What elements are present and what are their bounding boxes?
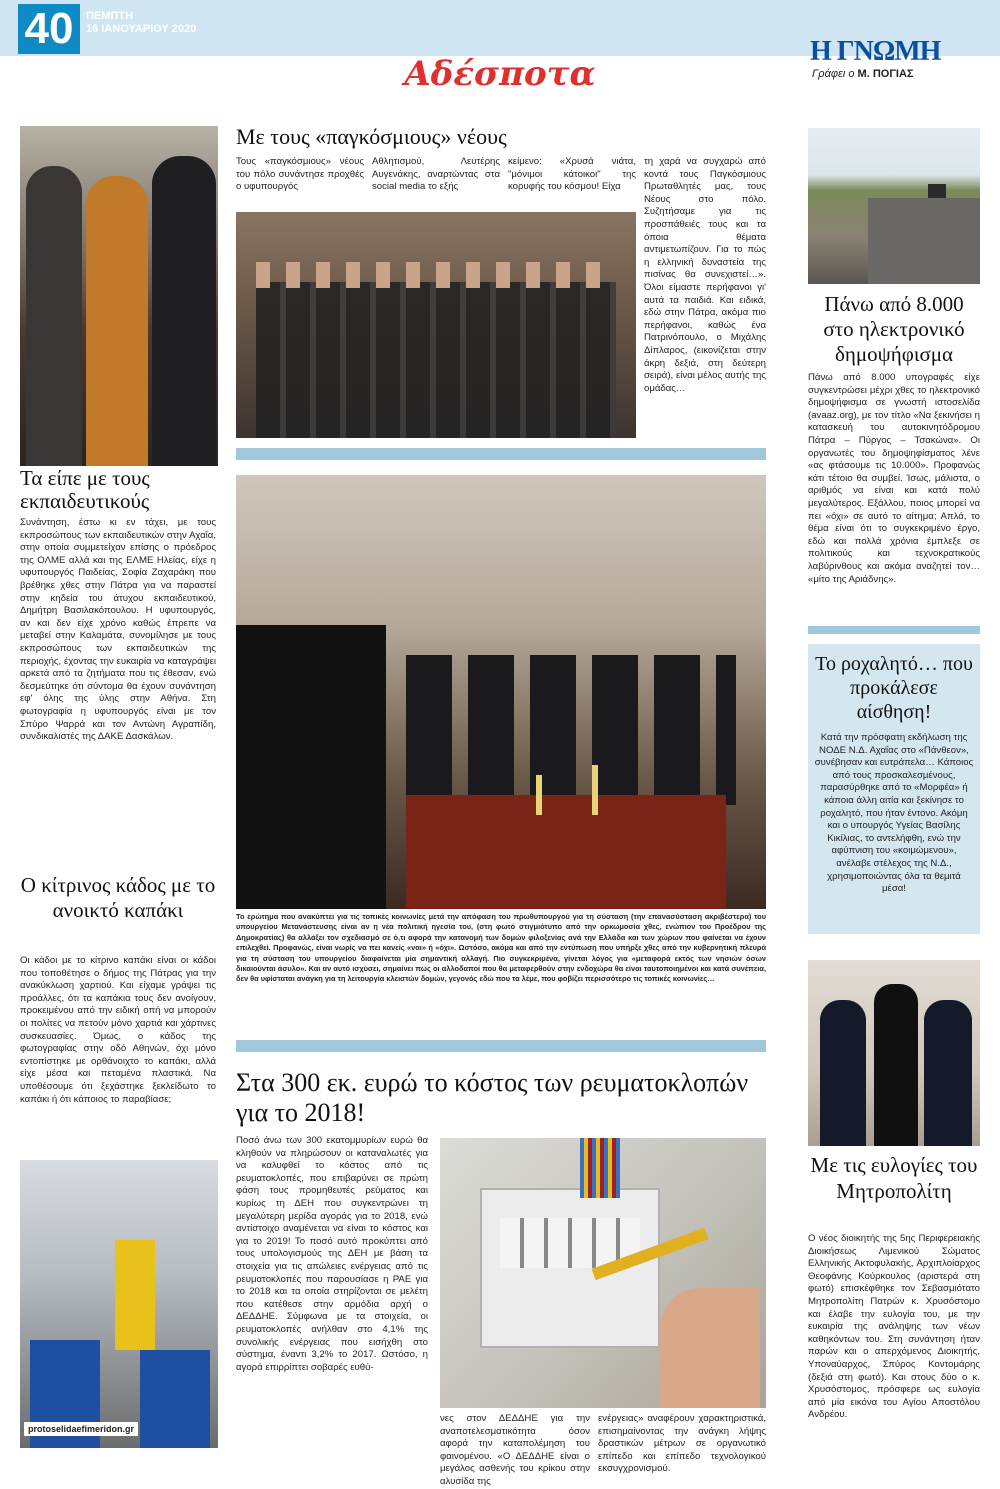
teachers-body: Συνάντηση, έστω κι εν τάχει, με τους εκπροσώπους των εκπαιδευτικών στην Αχαΐα, στην οποία συμμετείχαν επίσης ο πρόεδρος της ΟΛΜΕ αλλά και της ΕΛΜΕ Ηλείας, είχε η υφυπουργός Παιδείας, Σοφία Ζαχαράκη που βρέθηκε χθες στην Πάτρα για να παραστεί στην κηδεία του άτυχου εκπαιδευτικού, Δημήτρη Βασιλακόπουλου. Η υφυπουργός, αν και δεν είχε χρόνο καθώς έπρεπε να μεταβεί στην Καλαμάτα, συνομίλησε με τους εκπροσώπους των εκπαιδευτικών της περιοχής, έχοντας την ευκαιρία να καταγράψει αρκετά από τα ζητήματα που τις έθεσαν, ενώ δεσμεύτηκε ότι σύντομα θα έχουν συνάντηση εφ' όλης της ύλης στην Αθήνα. Στη φωτογραφία η υφυπουργός είναι με τον Σπύρο Ψαρρά και τον Αντώνη Αγραπίδη, συνδικαλιστές της ΔΑΚΕ Δασκάλων.: [20, 517, 216, 743]
person-right: [152, 156, 216, 466]
priest: [236, 625, 386, 909]
watermark: protoselidaefimeridon.gr: [24, 1422, 138, 1436]
person-left: [26, 166, 82, 466]
bin-body: Οι κάδοι με το κίτρινο καπάκι είναι οι κάδοι που τοποθέτησε ο δήμος της Πάτρας για την ανακύκλωση χαρτιού. Και είχαμε γράψει τις προάλλες, ότι τα καπάκια τους δεν ανοίγουν, προκειμένου από την ειδική οπή να μπορούν οι πολίτες να πετούν μόνο χαρτιά και χάρτινες συσκευασίες. Όμως, ο κάδος της φωτογραφίας στην οδό Αθηνών, όχι μόνο εντοπίστηκε με ορθάνοιχτο το καπάκι, αλλά είχε μέσα και πεταμένα πλαστικά. Να υποθέσουμε ότι ξεχάστηκε ξεκλείδωτο το καπάκι ή ότι κάποιος το παραβίασε;: [20, 955, 216, 1105]
candle-left: [536, 775, 542, 815]
theft-col2: νες στον ΔΕΔΔΗΕ για την αναποτελεσματικότητα όσον αφορά την καταπολέμηση του φαινομένου. «Ο ΔΕΔΔΗΕ είναι ο μεγάλος ασθενής του κρίκου στην αλυσίδα της: [440, 1413, 590, 1487]
candle-right: [592, 765, 598, 815]
referendum-body: Πάνω από 8.000 υπογραφές είχε συγκεντρώσει μέχρι χθες το ηλεκτρονικό δημοψήφισμα σε γνωστή ιστοσελίδα (avaaz.org), με τον τίτλο «Να ξεκινήσει η κατασκευή του αυτοκινητόδρομου Πάτρα – Πύργος – Τσακώνα». Οι οργανωτές του δημοψηφίσματος λένε «ας φτάσουμε τις 10.000». Προφανώς κάτι τέτοιο θα συμβεί. Ίσως, μάλιστα, ο αριθμός να είναι και κατά πολύ μεγαλύτερος. Εξάλλου, ποιος μπορεί να πει «όχι» σε αυτό το αίτημα; Απλά, το θέμα είναι ότι το συγκεκριμένο έργο, εδώ και πολλά χρόνια έμπλεξε σε πολιτικούς και τεχνοκρατικούς λαβύρινθους και ακόμα αναζητεί τον… «μίτο της Αριάδνης».: [808, 372, 980, 585]
snore-title: Το ροχαλητό… που προκάλεσε αίσθηση!: [815, 653, 973, 723]
referendum-title: Πάνω από 8.000 στο ηλεκτρονικό δημοψήφισμα: [823, 292, 965, 366]
blue-bin-right: [140, 1350, 210, 1448]
youth-title: Με τους «παγκόσμιους» νέους: [236, 124, 507, 149]
bin-title: Ο κίτρινος κάδος με το ανοικτό καπάκι: [20, 873, 216, 922]
metropolitan: [874, 984, 918, 1146]
theft-title: Στα 300 εκ. ευρώ το κόστος των ρευματοκλοπών για το 2018!: [236, 1068, 749, 1127]
person-center: [86, 176, 148, 466]
paper-logo: Η ΓΝΩΜΗ: [810, 36, 941, 67]
theft-photo: [440, 1138, 766, 1408]
blessing-body: Ο νέος διοικητής της 5ης Περιφερειακής Διοικήσεως Λιμενικού Σώματος Ελληνικής Ακτοφυλακής, Αρχιπλοίαρχος Θεοφάνης Κούρκουλος (αριστερά στη φωτό) επισκέφθηκε τον Σεβασμιότατο Μητροπολίτη Πατρών κ. Χρυσόστομο και έλαβε την ευλογία του, με την ευκαιρία της ανάληψης των νέων καθηκόντων του. Στη συνάντηση ήταν παρών και ο απερχόμενος Διοικητής, Υποναύαρχος, Σπύρος Κοντομάρης (δεξιά στη φωτό). Και στους δύο ο κ. Χρυσόστομος, πρόσφερε ως ευλογία από μία εικόνα του Αγίου Αποστόλου Ανδρέου.: [808, 1233, 980, 1421]
teachers-photo: [20, 126, 218, 466]
officials: [406, 655, 736, 805]
yellow-lid-bin: [115, 1240, 155, 1350]
wires: [580, 1138, 620, 1198]
divider-center-bottom: [236, 1040, 766, 1052]
header-day: ΠΕΜΠΤΗ: [86, 10, 134, 22]
youth-col3: κείμενο: «Χρυσά νιάτα, "μόνιμοι κάτοικοι" της κορυφής του κόσμου! Είχα: [508, 156, 636, 193]
teachers-title: Τα είπε με τους εκπαιδευτικούς: [20, 466, 150, 513]
author-prefix: Γράφει ο: [812, 68, 855, 80]
oath-table: [406, 795, 726, 909]
divider-center-top: [236, 448, 766, 460]
page-header: [0, 0, 1000, 94]
youth-col4: τη χαρά να συγχαρώ από κοντά τους Παγκόσμιους Πρωταθλητές μας, τους Νέους στο πόλο. Συζητήσαμε για τις προσπάθειές τους και τα όποια θέματα αντιμετωπίζουν. Για το πώς η ελληνική δυναστεία της πισίνας θα συνεχιστεί…». Όλοι είμαστε περήφανοι γι' αυτά τα παιδιά. Και ειδικά, εδώ στην Πάτρα, ακόμα πιο περήφανοι, καθώς ένα Πατρινόπουλο, ο Μιχάλης Δίπλαρος, (εικονίζεται στην άκρη δεξιά, στη δεύτερη σειρά), είναι μέλος αυτής της ομάδας…: [644, 156, 766, 394]
officer-right: [924, 1000, 972, 1146]
section-title: Αδέσποτα: [404, 54, 596, 94]
author-name: Μ. ΠΟΓΙΑΣ: [857, 68, 914, 80]
oath-caption: Το ερώτημα που ανακύπτει για τις τοπικές κοινωνίες μετά την απόφαση του πρωθυπουργού για τη σύσταση (την επανασύσταση ακριβέστερα) του υπουργείου Μετανάστευσης είναι αν η νέα πολιτική ηγεσία του, (στη φωτό στιγμιότυπο από την ορκωμοσία χθες, ενώπιον του Προέδρου της Δημοκρατίας) θα αλλάξει τον σχεδιασμό σε ό,τι αφορά την κατανομή των δομών φιλοξενίας ανά την Ελλάδα και των χώρων που φαίνεται να έχουν επιλεχθεί. Προφανώς, είναι νωρίς να πει κανείς «ναι» ή «όχι». Ωστόσο, ακόμα και από την εντύπωση που υπήρξε χθες από την κυβερνητική πλευρά για τη σύσταση του υπουργείου διαφαίνεται μία σημαντική αλλαγή. Πιο συγκεκριμένα, γίνεται λόγος για «μεταφορά εκτός των νησιών όσων δικαιούνται άσυλο». Και αν αυτό ισχύσει, σημαίνει πως οι αλλοδαποί που θα μεταφερθούν στην ενδοχώρα θα είναι ταυτοποιημένοι και κατά συνέπεια, δεν θα υφίσταται ανάγκη για τη λειτουργία κλειστών δομών, γεγονός εδώ που τα λέμε, που φοβίζει περισσότερο τις τοπικές κοινωνίες…: [236, 912, 766, 984]
blessing-title: Με τις ευλογίες του Μητροπολίτη: [810, 1153, 978, 1203]
page-number-box: [18, 4, 80, 54]
oath-photo: [236, 475, 766, 909]
header-date: 16 ΙΑΝΟΥΑΡΙΟΥ 2020: [86, 23, 197, 35]
team-row: [256, 282, 616, 438]
theft-col1: Ποσό άνω των 300 εκατομμυρίων ευρώ θα κληθούν να πληρώσουν οι καταναλωτές για να καλυφθεί το κόστος από τις ρευματοκλοπές, που επιβαρύνει σε πρώτη φάση τους προμηθευτές ρεύματος και κυρίως τη ΔΕΗ που συγκεντρώνει τη μεγαλύτερη μερίδα αγοράς για το 2018, ενώ αντίστοιχο αναμένεται να είναι το κόστος και για το 2019! Το ποσό αυτό προκύπτει από τους υπολογισμούς της ΔΕΗ με βάση τα στοιχεία για τις απώλειες ενέργειας από τις ρευματοκλοπές που παρουσίασε η ΡΑΕ για το 2018 και τα οποία στηρίζονται σε μελέτη που κατέθεσε στην αρμόδια αρχή ο ΔΕΔΔΗΕ. Σύμφωνα με τα στοιχεία, οι ρευματοκλοπές ανήλθαν στο 4,1% της συνολικής ενέργειας που εισήχθη στο σύστημα, έναντι 3,2% το 2017. Ωστόσο, η αγορά επιρρίπτει σοβαρές ευθύ-: [236, 1135, 428, 1373]
truck: [928, 184, 946, 198]
author-line: [812, 68, 914, 80]
hand: [660, 1288, 760, 1408]
team-faces: [256, 262, 616, 288]
youth-col2: Αθλητισμού, Λευτέρης Αυγενάκης, αναρτώντας στα social media το εξής: [372, 156, 500, 193]
youth-col1: Τους «παγκόσμιους» νέους του πόλο συνάντησε προχθές ο υφυπουργός: [236, 156, 364, 193]
theft-col3: ενέργειας» αναφέρουν χαρακτηριστικά, επισημαίνοντας την ανάγκη λήψης δραστικών μέτρων σε οργανωτικό επίπεδο και επίπεδο τεχνολογικού εκσυγχρονισμού.: [598, 1413, 766, 1475]
highway-photo: [808, 128, 980, 284]
blessing-photo: [808, 960, 980, 1146]
road: [868, 198, 980, 284]
page-number: 40: [24, 4, 74, 53]
divider-right: [808, 626, 980, 634]
snore-body: Κατά την πρόσφατη εκδήλωση της ΝΟΔΕ Ν.Δ. Αχαΐας στο «Πάνθεον», συνέβησαν και ευτράπελα… Κάποιος από τους προσκαλεσμένους, παρασύρθηκε από το «Μορφέα» ή κάποια άλλη αιτία και ξεκίνησε το ροχαλητό, που ήταν έντονο. Ακόμη και ο υπουργός Υγείας Βασίλης Κικίλιας, το αντελήφθη, ενώ την αφύπνιση του «κοιμώμενου», ανέλαβε στέλεχος της Ν.Δ., χρησιμοποιώντας όλα τα θεμιτά μέσα!: [814, 732, 974, 895]
youth-photo: [236, 212, 636, 438]
meter-box: [480, 1188, 660, 1348]
bin-photo: [20, 1160, 218, 1448]
officer-left: [820, 1000, 866, 1146]
